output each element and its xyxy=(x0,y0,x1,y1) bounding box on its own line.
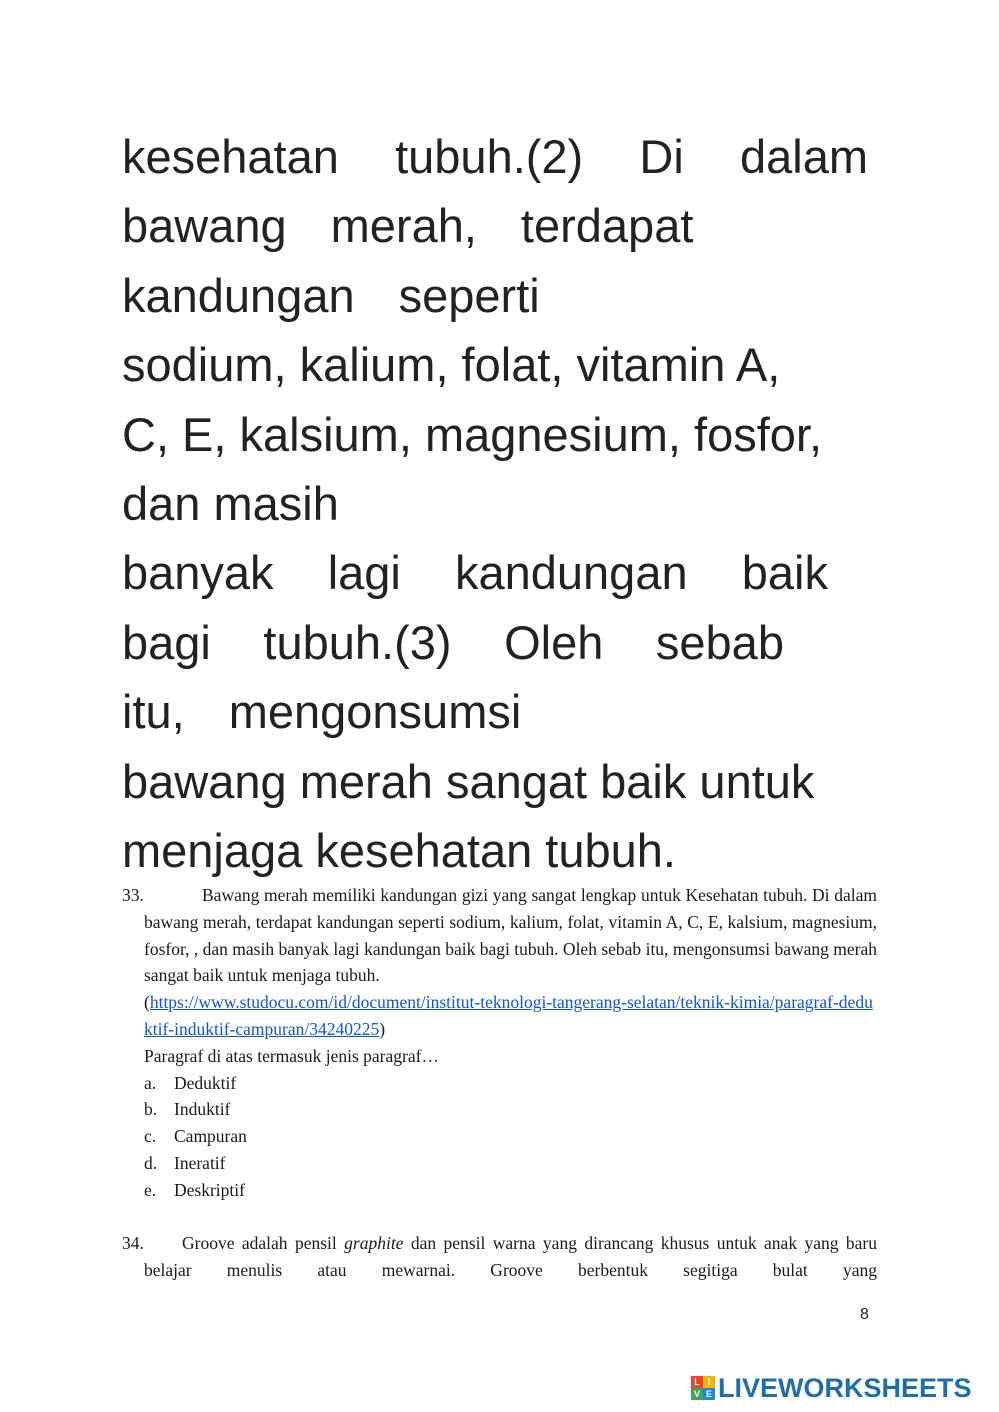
word: kesehatan xyxy=(122,130,339,183)
big-text-line-8 xyxy=(122,616,784,669)
question-number: 33. xyxy=(122,885,144,905)
page-number: 8 xyxy=(860,1306,869,1323)
brand-name: LIVEWORKSHEETS xyxy=(718,1372,972,1403)
question-33-paragraph xyxy=(122,882,877,989)
option-text: Induktif xyxy=(174,1099,231,1120)
word: seperti xyxy=(398,269,540,322)
paren: ) xyxy=(379,1018,386,1039)
big-text-line-11: menjaga kesehatan tubuh. xyxy=(122,824,676,877)
question-33-prompt: Paragraf di atas termasuk jenis paragraf… xyxy=(144,1045,439,1066)
paren: ( xyxy=(144,992,150,1013)
question-33-text: Bawang merah memiliki kandungan gizi yang sangat lengkap untuk Kesehatan tubuh. Di dalam bawang merah, terdapat kandungan seperti sodium, kalium, folat, vitamin A, C, E, kalsium, magnesium, fosfor, , dan masih banyak lagi kandungan baik bagi tubuh. Oleh sebab itu, mengonsumsi bawang merah sangat baik untuk menjaga tubuh. xyxy=(144,885,877,986)
logo-tile: I xyxy=(703,1376,715,1388)
word: kandungan xyxy=(454,546,688,599)
logo-tile: V xyxy=(691,1388,703,1400)
word: Di xyxy=(639,130,684,183)
option-b[interactable] xyxy=(144,1096,877,1123)
option-letter: d. xyxy=(144,1152,158,1173)
word: dalam xyxy=(739,130,868,183)
big-text-line-1 xyxy=(122,130,868,183)
word: merah, xyxy=(330,199,477,252)
word: terdapat xyxy=(520,199,694,252)
option-a[interactable] xyxy=(144,1070,877,1097)
option-d[interactable] xyxy=(144,1150,877,1177)
liveworksheets-icon xyxy=(691,1376,715,1400)
big-text-line-6: dan masih xyxy=(122,477,339,530)
big-text-line-5: C, E, kalsium, magnesium, fosfor, xyxy=(122,408,823,461)
option-e[interactable] xyxy=(144,1177,877,1204)
word: Oleh xyxy=(504,616,604,669)
big-text-line-7 xyxy=(122,546,828,599)
option-letter: a. xyxy=(144,1072,157,1093)
question-33 xyxy=(122,882,877,1204)
word: bagi xyxy=(122,616,211,669)
question-34-text: dan pensil warna yang dirancang khusus untuk anak yang baru belajar menulis atau mewarnai. Groove berbentuk segitiga bulat yang xyxy=(144,1233,877,1280)
question-34 xyxy=(122,1230,877,1284)
option-text: Deskriptif xyxy=(174,1179,245,1200)
big-text-line-9 xyxy=(122,685,868,738)
word: mengonsumsi xyxy=(228,685,522,738)
word: itu, xyxy=(122,685,185,738)
liveworksheets-logo[interactable] xyxy=(691,1373,972,1403)
question-33-source xyxy=(122,989,877,1043)
big-text-line-10: bawang merah sangat baik untuk xyxy=(122,755,815,808)
big-text-line-2 xyxy=(122,199,868,252)
word: banyak xyxy=(122,546,274,599)
option-letter: c. xyxy=(144,1126,157,1147)
question-number: 34. xyxy=(122,1233,144,1253)
big-text-line-4: sodium, kalium, folat, vitamin A, xyxy=(122,338,781,391)
option-text: Campuran xyxy=(174,1126,247,1147)
answer-options xyxy=(122,1070,877,1204)
big-text-line-3 xyxy=(122,269,868,322)
question-34-paragraph xyxy=(122,1230,877,1284)
word: kandungan xyxy=(122,269,355,322)
option-text: Deduktif xyxy=(174,1072,237,1093)
word: baik xyxy=(741,546,828,599)
logo-tile: E xyxy=(703,1388,715,1400)
word: tubuh.(2) xyxy=(395,130,584,183)
option-letter: e. xyxy=(144,1179,157,1200)
word: lagi xyxy=(327,546,401,599)
source-link[interactable]: https://www.studocu.com/id/document/institut-teknologi-tangerang-selatan/teknik-kimia/paragraf-deduktif-induktif-campuran/34240225 xyxy=(144,992,873,1039)
option-c[interactable] xyxy=(144,1123,877,1150)
word: tubuh.(3) xyxy=(263,616,452,669)
option-letter: b. xyxy=(144,1099,158,1120)
question-34-text: Groove adalah pensil xyxy=(182,1233,345,1253)
option-text: Ineratif xyxy=(174,1152,226,1173)
word: bawang xyxy=(122,199,287,252)
logo-tile: L xyxy=(691,1376,703,1388)
italic-term: graphite xyxy=(344,1233,404,1253)
word: sebab xyxy=(655,616,784,669)
